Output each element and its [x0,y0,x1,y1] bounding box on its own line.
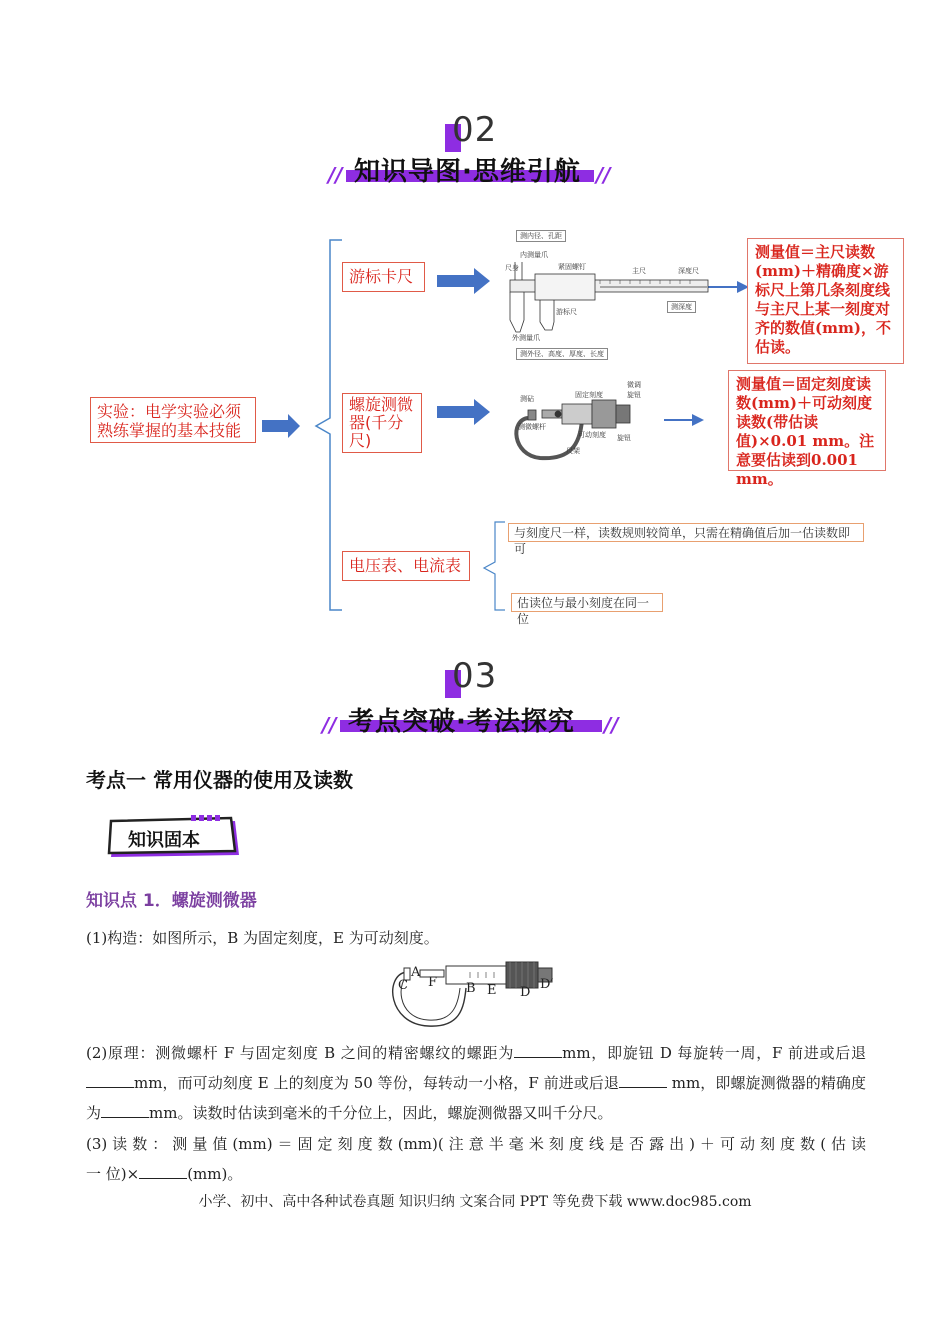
principle-text-e: mm。读数时估读到毫米的千分位上，因此，螺旋测微器又叫千分尺。 [149,1104,613,1122]
para-structure: (1)构造：如图所示，B 为固定刻度，E 为可动刻度。 [86,929,439,947]
vernier-label-depth-rod: 深度尺 [678,267,699,275]
branch1-arrow-icon [437,268,490,294]
branch-meters: 电压表、电流表 [342,551,470,581]
vernier-label-body: 尺身 [505,264,519,272]
micro-letter-A: A [411,965,421,980]
page-footer: 小学、初中、高中各种试卷真题 知识归纳 文案合同 PPT 等免费下载 www.doc985.com [198,1194,752,1210]
main-bracket [316,240,342,610]
section3-number: 03 [452,656,498,696]
vernier-label-outer-jaw: 外测量爪 [512,334,540,342]
branch2-arrow-icon [437,399,490,425]
para-reading [86,1129,866,1189]
vernier-label-main-scale: 主尺 [632,267,646,275]
micro-label-knob: 旋钮 [617,434,631,442]
micro-letter-C: C [398,978,408,993]
mindmap-root: 实验：电学实验必须熟练掌握的基本技能 [90,397,256,443]
micro-letter-F: F [428,975,438,990]
vernier-label-screw: 紧固螺钉 [558,263,586,271]
meters-sub-item-2: 估读位与最小刻度在同一位 [511,593,663,612]
blank-advance[interactable] [86,1073,134,1088]
principle-text-a: (2)原理：测微螺杆 F 与固定刻度 B 之间的精密螺纹的螺距为 [86,1044,515,1062]
micro-letter-E: E [487,983,497,998]
banner3-slash-left: // [322,713,337,737]
micro-letter-D-prime: D′ [540,977,554,992]
sub-bracket [484,522,505,610]
branch-vernier-caliper: 游标卡尺 [342,262,425,292]
root-arrow-icon [262,414,300,438]
banner3-slash-right: // [604,713,619,737]
knowledge-point-title: 知识点 1．螺旋测微器 [86,891,257,911]
vernier-label-depth: 测深度 [667,301,696,313]
reading-text-a: (3) 读 数 ： 测 量 值 (mm) ＝ 固 定 刻 度 数 (mm)( 注 意 半 毫 米 刻 度 线 是 否 露 出 ) ＋ 可 动 刻 度 数 ( 估 读 一 位)× [86,1135,866,1183]
micro-label-fine: 微调 [627,381,641,389]
micro-label-anvil: 测砧 [520,395,534,403]
section3-title: 考点突破·考法探究 [348,707,575,737]
principle-text-c: mm，而可动刻度 E 上的刻度为 50 等份，每转动一小格，F 前进或后退 [134,1074,619,1092]
micro-label-spindle: 测微螺杆 [518,423,546,431]
micro-label-knob-top: 旋钮 [627,391,641,399]
micro-letter-D: D [520,985,531,1000]
vernier-label-inner: 测内径、孔距 [516,230,566,242]
topic-heading: 考点一 常用仪器的使用及读数 [86,768,353,792]
blank-multiplier[interactable] [139,1164,187,1179]
micro-label-thimble: 可动刻度 [578,431,606,439]
blank-pitch[interactable] [514,1043,562,1058]
principle-text-d: mm，即螺旋测微器的精确度为 [86,1074,866,1122]
vernier-label-vernier: 游标尺 [556,308,577,316]
principle-text-b: mm，即旋钮 D 每旋转一周，F 前进或后退 [562,1044,866,1062]
para-principle [86,1038,866,1128]
blank-precision[interactable] [101,1103,149,1118]
badge-label: 知识固本 [128,830,200,851]
meters-sub-item-1: 与刻度尺一样，读数规则较简单，只需在精确值后加一估读数即可 [508,523,864,542]
section-title: 知识导图·思维引航 [354,157,581,187]
vernier-label-inner-jaw: 内测量爪 [520,251,548,259]
micro-label-fixed: 固定刻度 [575,391,603,399]
vernier-label-outer: 测外径、高度、厚度、长度 [516,348,608,360]
branch-micrometer: 螺旋测微器(千分尺) [342,393,422,453]
micrometer-note: 测量值＝固定刻度读数(mm)＋可动刻度读数(带估读值)×0.01 mm。注意要估读到0.001 mm。 [728,370,886,471]
banner-slash-left: // [328,163,343,187]
section-number: 02 [452,110,498,150]
reading-text-b: (mm)。 [187,1165,243,1183]
micro-letter-B: B [466,981,476,996]
vernier-note: 测量值＝主尺读数(mm)＋精确度×游标尺上第几条刻度线与主尺上某一刻度对齐的数值(mm)，不估读。 [747,238,904,364]
blank-per-division[interactable] [619,1073,667,1088]
micro-label-frame: 尺架 [566,447,580,455]
banner-slash-right: // [596,163,611,187]
